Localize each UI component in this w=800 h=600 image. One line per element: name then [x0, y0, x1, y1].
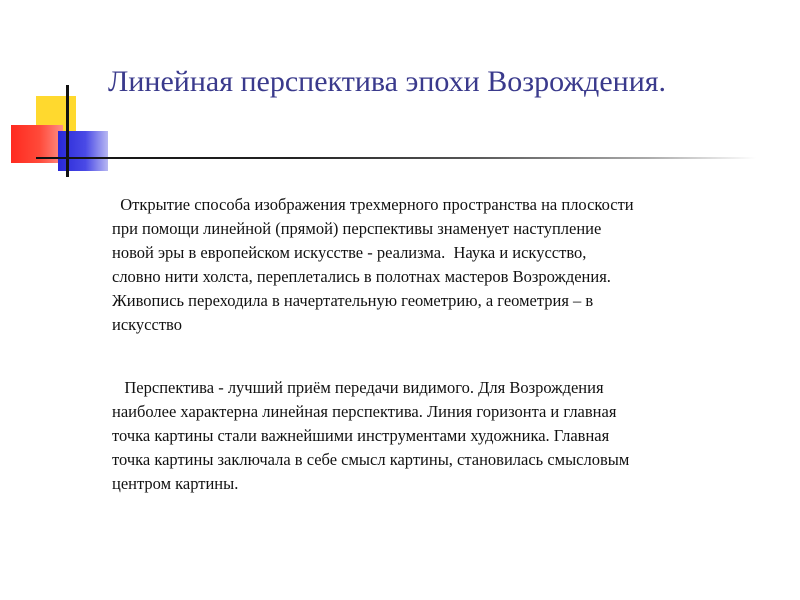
paragraph-line: словно нити холста, переплетались в полотнах мастеров Возрождения.	[112, 267, 611, 286]
title-underline	[36, 157, 756, 159]
paragraph-line: искусство	[112, 315, 182, 334]
paragraph-line: при помощи линейной (прямой) перспективы знаменует наступление	[112, 219, 602, 238]
paragraph-line: наиболее характерна линейная перспектива. Линия горизонта и главная	[112, 402, 617, 421]
paragraph-line: Перспектива - лучший приём передачи видимого. Для Возрождения	[112, 378, 604, 397]
paragraph-line: новой эры в европейском искусстве - реализма. Наука и искусство,	[112, 243, 587, 262]
body-paragraph-2	[112, 376, 752, 496]
paragraph-line: Открытие способа изображения трехмерного пространства на плоскости	[112, 195, 634, 214]
paragraph-line: точка картины заключала в себе смысл картины, становилась смысловым	[112, 450, 630, 469]
paragraph-line: Живопись переходила в начертательную геометрию, а геометрия – в	[112, 291, 594, 310]
body-paragraph-1	[112, 193, 752, 337]
paragraph-line: точка картины стали важнейшими инструментами художника. Главная	[112, 426, 610, 445]
paragraph-line: центром картины.	[112, 474, 239, 493]
decorative-vertical-line	[66, 85, 69, 177]
slide-title: Линейная перспектива эпохи Возрождения.	[108, 65, 667, 98]
